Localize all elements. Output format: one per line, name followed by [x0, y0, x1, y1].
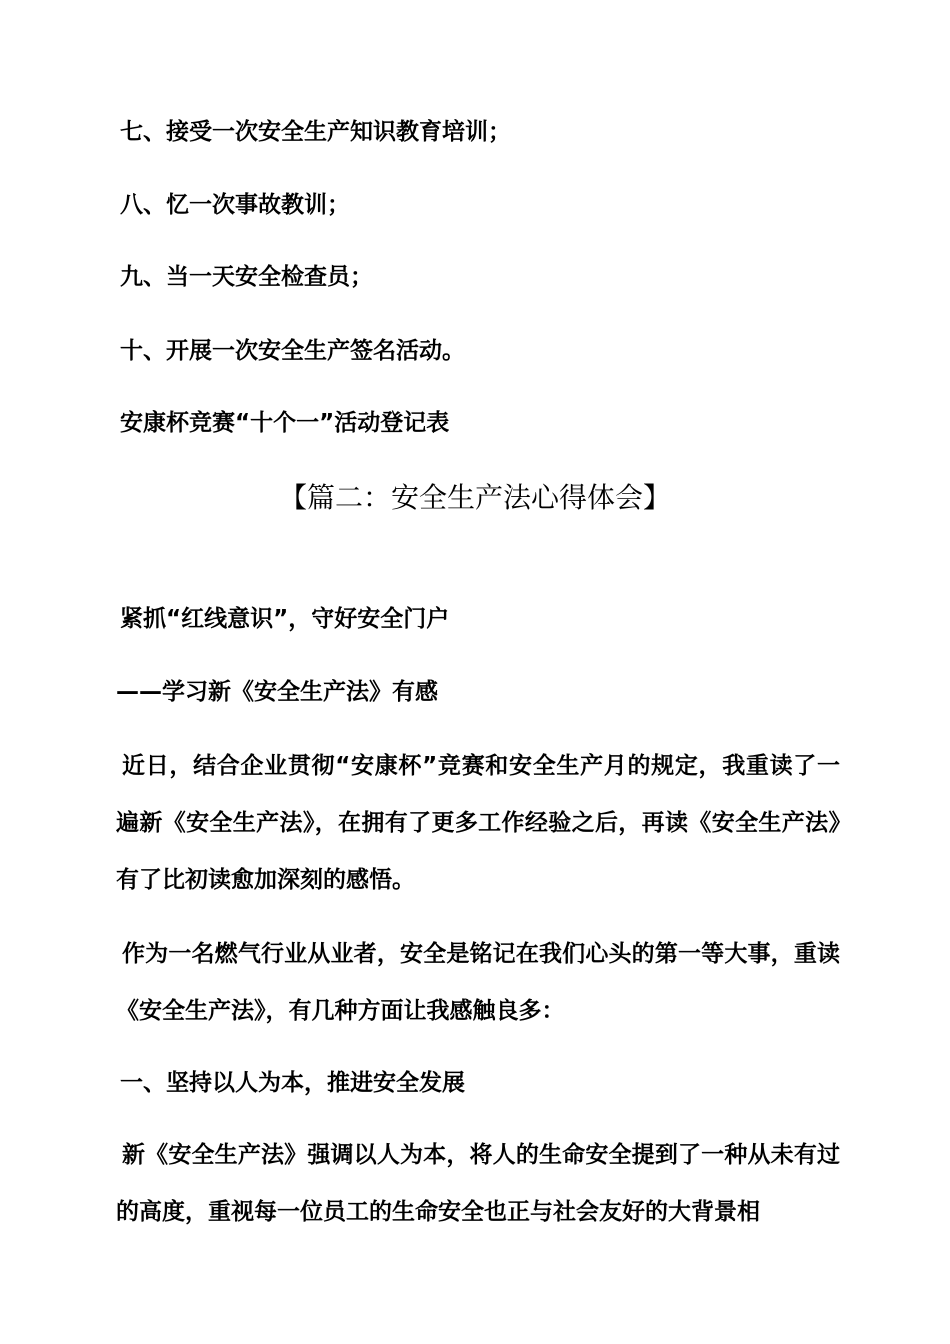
- list-item-7: 七、接受一次安全生产知识教育培训；: [120, 119, 511, 145]
- registration-form-title: 安康杯竞赛“十个一”活动登记表: [120, 410, 450, 436]
- list-item-9: 九、当一天安全检查员；: [120, 264, 373, 290]
- section-heading: 【篇二：安全生产法心得体会】: [278, 481, 671, 514]
- paragraph-2: 作为一名燃气行业从业者，安全是铭记在我们心头的第一等大事，重读《安全生产法》，有几种方面让我感触良多：: [116, 941, 840, 1024]
- paragraph-3: 新《安全生产法》强调以人为本，将人的生命安全提到了一种从未有过的高度，重视每一位员工的生命安全也正与社会友好的大背景相: [116, 1142, 840, 1225]
- article-title: 紧抓“红线意识”，守好安全门户: [120, 606, 450, 632]
- list-item-10: 十、开展一次安全生产签名活动。: [120, 338, 465, 364]
- paragraph-1: 近日，结合企业贯彻“安康杯”竞赛和安全生产月的规定，我重读了一遍新《安全生产法》，在拥有了更多工作经验之后，再读《安全生产法》有了比初读愈加深刻的感悟。: [116, 753, 840, 893]
- point-1-title: 一、坚持以人为本，推进安全发展: [120, 1070, 465, 1096]
- article-subtitle: ——学习新《安全生产法》有感: [116, 679, 438, 705]
- list-item-8: 八、忆一次事故教训；: [120, 192, 350, 218]
